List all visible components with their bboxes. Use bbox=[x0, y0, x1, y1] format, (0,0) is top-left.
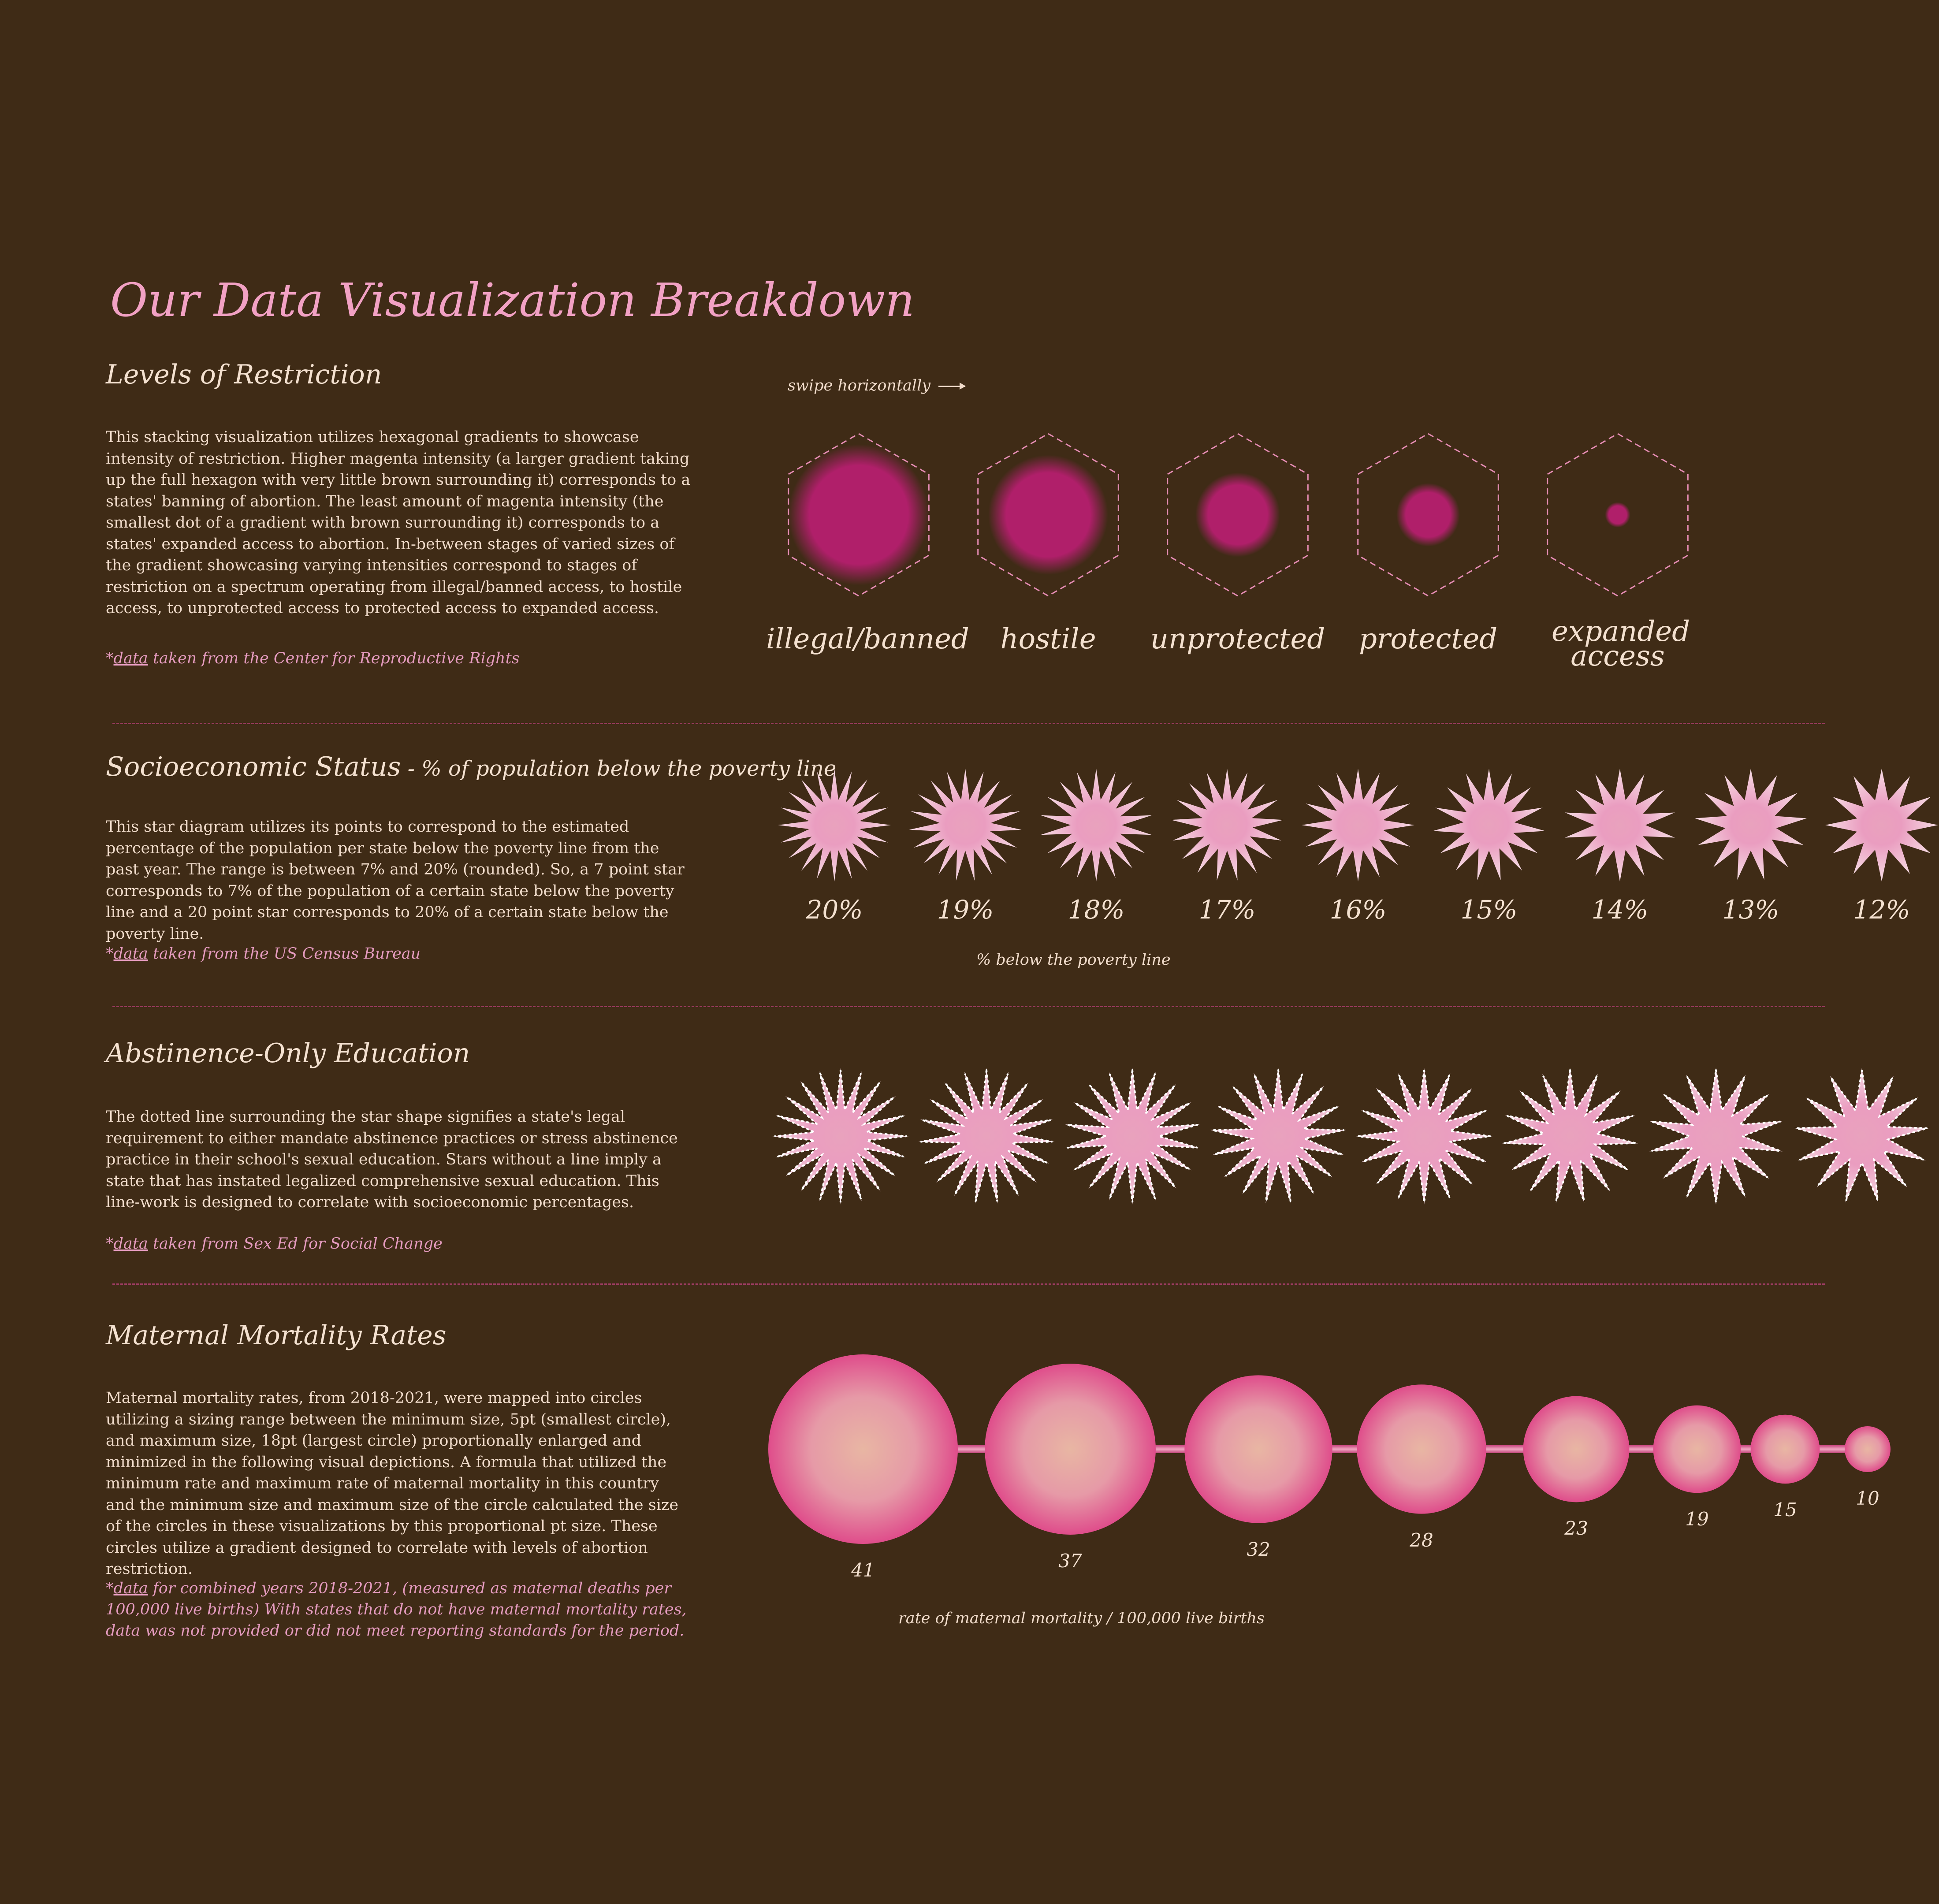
restriction-level-label: unprotected bbox=[1150, 623, 1325, 655]
poverty-value-label: 18% bbox=[1068, 895, 1125, 925]
poverty-axis-label: % below the poverty line bbox=[976, 951, 1171, 969]
source-text: taken from the US Census Bureau bbox=[148, 945, 421, 963]
mortality-value-label: 28 bbox=[1410, 1529, 1433, 1551]
socioeconomic-description: This star diagram utilizes its points to correspond to the estimated percentage of the population per state below the poverty line from the past year. The range is between 7% and 20% (rounded). So, a 7 point star corresponds to 7% of the population of a certain state below the poverty line and a 20 point star corresponds to 20% of a certain state below the poverty line. bbox=[106, 818, 685, 943]
mortality-value-label: 10 bbox=[1856, 1488, 1879, 1509]
abstinence-title: Abstinence-Only Education bbox=[106, 1038, 470, 1069]
source-prefix: * bbox=[106, 1580, 114, 1597]
mortality-circle bbox=[1845, 1426, 1891, 1472]
mortality-value-label: 19 bbox=[1685, 1508, 1709, 1530]
maternal-axis-label: rate of maternal mortality / 100,000 live births bbox=[898, 1610, 1265, 1627]
mortality-value-label: 41 bbox=[851, 1559, 875, 1581]
abstinence-source-link[interactable]: data bbox=[113, 1235, 148, 1253]
restriction-title: Levels of Restriction bbox=[106, 359, 382, 390]
poverty-value-label: 15% bbox=[1460, 895, 1518, 925]
mortality-circle bbox=[1523, 1396, 1630, 1502]
poverty-value-label: 19% bbox=[937, 895, 994, 925]
poverty-value-label: 16% bbox=[1329, 895, 1387, 925]
socioeconomic-title-main: Socioeconomic Status bbox=[106, 751, 401, 782]
restriction-source-link[interactable]: data bbox=[113, 650, 148, 667]
mortality-value-label: 32 bbox=[1247, 1538, 1270, 1560]
poverty-value-label: 12% bbox=[1853, 895, 1910, 925]
restriction-description: This stacking visualization utilizes hexagonal gradients to showcase intensity of restriction. Higher magenta intensity (a larger gradient taking up the full hexagon with very little brown surrounding it) corresponds to a states' banning of abortion. The least amount of magenta intensity (the smallest dot of a gradient with brown surrounding it) corresponds to a states' expanded access to abortion. In-between stages of varied sizes of the gradient showcasing varying intensities correspond to stages of restriction on a spectrum operating from illegal/banned access, to hostile access, to unprotected access to protected access to expanded access. bbox=[106, 428, 691, 617]
restriction-level-label: expanded access bbox=[1552, 615, 1690, 673]
restriction-level-label: illegal/banned bbox=[766, 623, 969, 655]
mortality-circle bbox=[1357, 1384, 1486, 1514]
source-prefix: * bbox=[106, 1235, 114, 1253]
source-prefix: * bbox=[106, 945, 114, 963]
restriction-level-label: protected bbox=[1358, 623, 1498, 655]
mortality-value-label: 23 bbox=[1564, 1517, 1588, 1540]
page-title: Our Data Visualization Breakdown bbox=[110, 273, 915, 327]
socioeconomic-subtitle: - % of population below the poverty line bbox=[401, 756, 837, 781]
socioeconomic-source-link[interactable]: data bbox=[113, 945, 148, 963]
mortality-circle bbox=[985, 1364, 1156, 1535]
restriction-level-label: hostile bbox=[1000, 623, 1096, 655]
mortality-circle bbox=[1653, 1406, 1741, 1493]
mortality-value-label: 37 bbox=[1058, 1550, 1082, 1572]
poverty-value-label: 13% bbox=[1722, 895, 1779, 925]
poverty-value-label: 17% bbox=[1198, 895, 1256, 925]
maternal-title: Maternal Mortality Rates bbox=[106, 1320, 447, 1351]
poverty-value-label: 14% bbox=[1591, 895, 1649, 925]
source-text: taken from the Center for Reproductive Rights bbox=[148, 650, 520, 667]
source-text: taken from Sex Ed for Social Change bbox=[148, 1235, 443, 1253]
mortality-circle bbox=[1751, 1415, 1820, 1484]
maternal-source-link[interactable]: data bbox=[113, 1580, 148, 1597]
mortality-circle bbox=[1184, 1375, 1332, 1523]
poverty-value-label: 20% bbox=[806, 895, 863, 925]
mortality-circle bbox=[768, 1354, 958, 1544]
maternal-description: Maternal mortality rates, from 2018-2021, were mapped into circles utilizing a sizing range between the minimum size, 5pt (smallest circle), and maximum size, 18pt (largest circle) proportionally enlarged and minimized in the following visual depictions. A formula that utilized the minimum rate and maximum rate of maternal mortality in this country and the minimum size and maximum size of the circle calculated the size of the circles in these visualizations by this proportional pt size. These circles utilize a gradient designed to correlate with levels of abortion restriction. bbox=[106, 1389, 679, 1578]
source-text: for combined years 2018-2021, (measured as maternal deaths per 100,000 live births) With states that do not have maternal mortality rates, data was not provided or did not meet reporting standards for the period. bbox=[106, 1580, 687, 1640]
source-prefix: * bbox=[106, 650, 114, 667]
swipe-hint-text: swipe horizontally bbox=[788, 377, 931, 394]
abstinence-description: The dotted line surrounding the star shape signifies a state's legal requirement to either mandate abstinence practices or stress abstinence practice in their school's sexual education. Stars without a line imply a state that has instated legalized comprehensive sexual education. This line-work is designed to correlate with socioeconomic percentages. bbox=[106, 1108, 678, 1211]
mortality-value-label: 15 bbox=[1773, 1499, 1797, 1521]
